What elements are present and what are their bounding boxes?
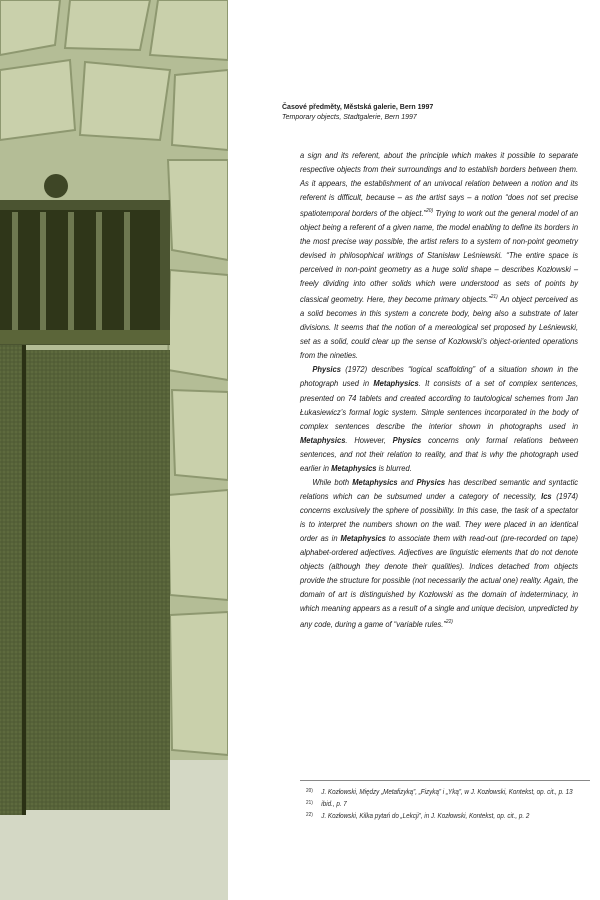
work-title: Metaphysics — [352, 476, 398, 487]
footnote-divider — [300, 780, 590, 781]
text-run: a sign and its referent, about the principle which makes it possible to separate respective objects from their surroundings and to establish borders between them. As it appears, the establishment of an univocal relation between a notion and its referent is difficult, because – as the artist says – a notion “does not set precise spatiotemporal borders of the object.” — [300, 150, 579, 219]
footnote-number: 20) — [306, 788, 313, 794]
text-run: has described semantic and syntactic relations which can be subsumed under a category of necessity, — [300, 476, 579, 501]
footnote — [306, 810, 578, 822]
body-paragraph — [300, 148, 578, 362]
photo-caption — [282, 103, 582, 123]
work-title: Physics — [392, 434, 422, 445]
photo-illustration — [0, 0, 228, 900]
text-run: . However, — [345, 434, 393, 445]
work-title: Metaphysics — [373, 378, 419, 389]
article-body — [300, 148, 578, 631]
footnote-ref: 20) — [426, 208, 434, 215]
footnotes — [306, 786, 578, 823]
work-title: Metaphysics — [300, 434, 346, 445]
body-paragraph — [300, 362, 578, 474]
text-run: . It consists of a set of complex sentences, presented on 74 tablets and created according to tautological schemes from Jan Łukasiewicz’s formal logic system. Simple sentences incorporated in the body of complex sentences describe the interior shown in photographs used in — [300, 378, 579, 431]
exhibition-photo — [0, 0, 228, 900]
footnote — [306, 798, 578, 810]
work-title: Metaphysics — [340, 532, 386, 543]
text-run: concerns only formal relations between sentences, and not their relation to reality, and that is why the photograph used earlier in — [300, 434, 579, 473]
text-run: (1974) concerns exclusively the sphere of possibility. In this case, the task of a spectator is to interpret the numbers shown on the wall. They were placed in an identical order as in — [300, 490, 579, 543]
work-title: Physics — [312, 364, 341, 375]
caption-title: Časové předměty, Městská galerie, Bern 1997 — [282, 104, 434, 111]
footnote-ref: 21) — [490, 294, 498, 301]
text-run: to associate them with read-out (pre-recorded on tape) alphabet-ordered adjectives. Adjectives are linguistic elements that do not denote objects (although they denote their qualities). Indices detached from objects provide the structure for possible (not necessarily the actual one) reality. Again, the domain of art is distinguished by Kozłowski as the domain of indeterminacy, in which meaning appears as a result of a single and unique decision, unpredicted by any code, during a game of “variable rules.” — [300, 532, 579, 630]
footnote-ref: 22) — [445, 619, 453, 626]
footnote-number: 22) — [306, 812, 313, 819]
work-title: Physics — [416, 476, 446, 487]
footnote-text: ibid., p. 7 — [321, 799, 347, 809]
footnote — [306, 786, 578, 798]
text-run: and — [397, 476, 417, 487]
footnote-number: 21) — [306, 800, 313, 807]
footnote-text: J. Kozłowski, Kilka pytań do „Lekcji”, in J. Kozłowski, Kontekst, op. cit., p. 2 — [321, 811, 530, 821]
text-run: Trying to work out the general model of an object being a referent of a given name, the model enabling to define its borders in the most precise way possible, the artist refers to a system of non-point geometry devised in philosophical writings of Stanisław Leśniewski. “The entire space is perceived in non-point geometry as a huge solid shape – describes Kozłowski – freely dividing into other solids which were understood as sets of points by classical geometry. Here, they become primary objects.” — [300, 208, 579, 305]
text-run: is blurred. — [376, 462, 412, 473]
text-run: (1972) describes “logical scaffolding” of a situation shown in the photograph used in — [300, 364, 579, 389]
text-run: While both — [312, 476, 353, 487]
body-paragraph — [300, 475, 578, 631]
footnote-text: J. Kozłowski, Między „Metafizyką”, „Fizyką” i „Yką”, w J. Kozłowski, Kontekst, op. cit., p. 13 — [321, 787, 573, 796]
work-title: Ics — [541, 490, 552, 501]
text-run: An object perceived as a solid becomes in this system a concrete body, being also a substrate of later divisions. It seems that the notion of a mereological set proposed by Leśniewski, set as a solid, could clear up the sense of Kozłowski’s object-oriented operations from the nineties. — [300, 294, 579, 361]
work-title: Metaphysics — [331, 462, 377, 473]
caption-subtitle: Temporary objects, Stadtgalerie, Bern 1997 — [282, 114, 417, 121]
